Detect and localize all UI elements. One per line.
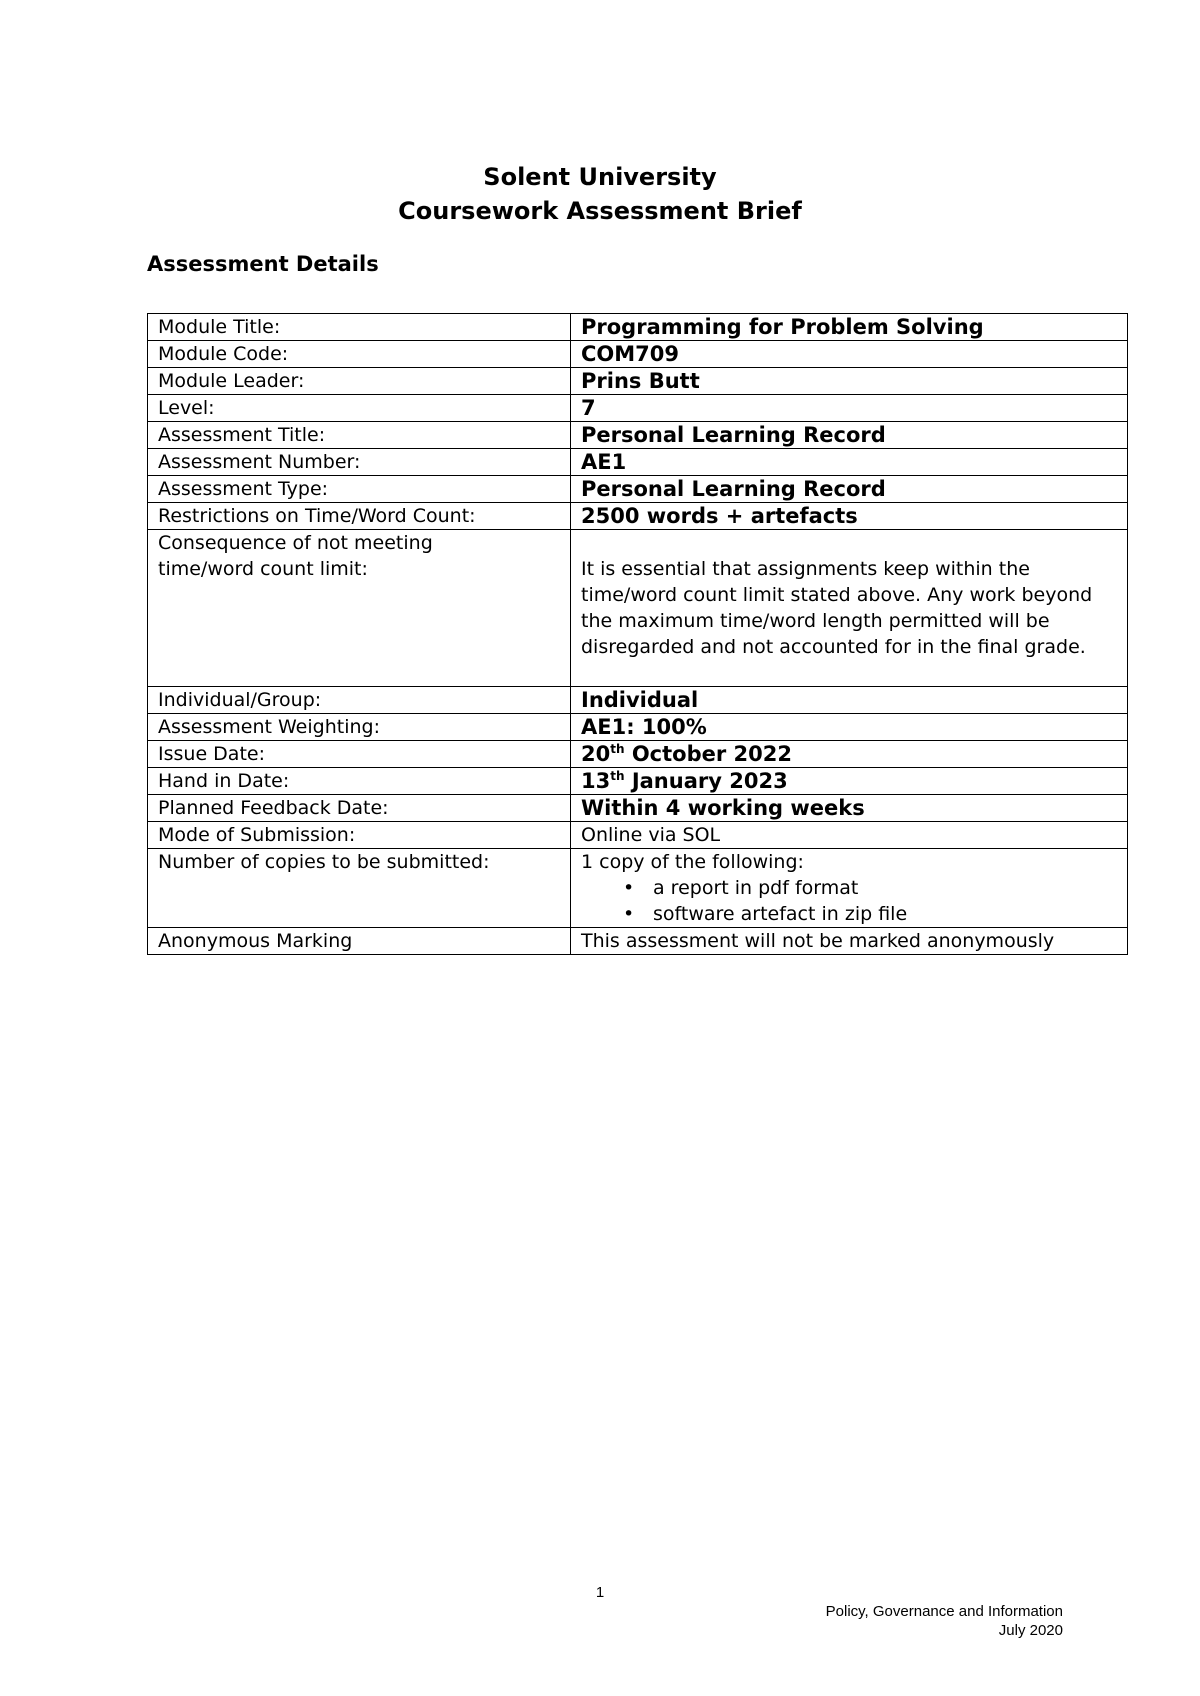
submission-mode-value: Online via SOL <box>571 822 1128 849</box>
consequence-value: It is essential that assignments keep within the time/word count limit stated above. Any work beyond the maximum time/word length permitted will be disregarded and not accounted for in the final grade. <box>581 558 1093 658</box>
hand-in-date-rest: January 2023 <box>624 769 788 793</box>
issue-date-label: Issue Date: <box>148 741 571 768</box>
table-row <box>148 849 1128 928</box>
consequence-label <box>148 530 571 687</box>
bullet-icon: • <box>623 877 635 899</box>
anonymous-value: This assessment will not be marked anonymously <box>571 928 1128 955</box>
table-row <box>148 530 1128 687</box>
table-row <box>148 422 1128 449</box>
table-row <box>148 503 1128 530</box>
module-title-value: Programming for Problem Solving <box>571 314 1128 341</box>
hand-in-date-day: 13 <box>581 769 611 793</box>
issue-date-rest: October 2022 <box>624 742 792 766</box>
assessment-number-label: Assessment Number: <box>148 449 571 476</box>
page-number: 1 <box>595 1584 605 1601</box>
level-value: 7 <box>571 395 1128 422</box>
table-row <box>148 476 1128 503</box>
table-row <box>148 822 1128 849</box>
table-row <box>148 741 1128 768</box>
hand-in-date-label: Hand in Date: <box>148 768 571 795</box>
assessment-type-label: Assessment Type: <box>148 476 571 503</box>
weighting-label: Assessment Weighting: <box>148 714 571 741</box>
table-row <box>148 795 1128 822</box>
copies-list <box>581 875 1117 927</box>
individual-group-label: Individual/Group: <box>148 687 571 714</box>
assessment-number-value: AE1 <box>571 449 1128 476</box>
module-code-label: Module Code: <box>148 341 571 368</box>
assessment-title-value: Personal Learning Record <box>571 422 1128 449</box>
issue-date-suffix: th <box>610 742 625 756</box>
assessment-type-value: Personal Learning Record <box>571 476 1128 503</box>
module-leader-value: Prins Butt <box>571 368 1128 395</box>
list-item <box>623 901 1117 927</box>
copies-item-report: a report in pdf format <box>653 877 859 899</box>
table-row <box>148 687 1128 714</box>
table-row <box>148 395 1128 422</box>
assessment-details-table <box>147 313 1128 955</box>
consequence-cell <box>571 530 1128 687</box>
issue-date-day: 20 <box>581 742 611 766</box>
issue-date-value <box>571 741 1128 768</box>
restrictions-value: 2500 words + artefacts <box>571 503 1128 530</box>
restrictions-label: Restrictions on Time/Word Count: <box>148 503 571 530</box>
module-leader-label: Module Leader: <box>148 368 571 395</box>
bullet-icon: • <box>623 903 635 925</box>
copies-intro: 1 copy of the following: <box>581 851 804 873</box>
consequence-label-line1: Consequence of not meeting <box>158 532 433 554</box>
hand-in-date-suffix: th <box>610 769 625 783</box>
assessment-title-label: Assessment Title: <box>148 422 571 449</box>
submission-mode-label: Mode of Submission: <box>148 822 571 849</box>
feedback-date-label: Planned Feedback Date: <box>148 795 571 822</box>
copies-cell <box>571 849 1128 928</box>
table-row <box>148 768 1128 795</box>
section-heading: Assessment Details <box>147 252 379 276</box>
table-row <box>148 314 1128 341</box>
table-row <box>148 928 1128 955</box>
table-row <box>148 449 1128 476</box>
level-label: Level: <box>148 395 571 422</box>
weighting-value: AE1: 100% <box>571 714 1128 741</box>
copies-label: Number of copies to be submitted: <box>148 849 571 928</box>
module-title-label: Module Title: <box>148 314 571 341</box>
document-title: Solent University <box>483 163 717 191</box>
table-row <box>148 341 1128 368</box>
anonymous-label: Anonymous Marking <box>148 928 571 955</box>
list-item <box>623 875 1117 901</box>
feedback-date-value: Within 4 working weeks <box>571 795 1128 822</box>
document-subtitle: Coursework Assessment Brief <box>398 197 802 225</box>
module-code-value: COM709 <box>571 341 1128 368</box>
individual-group-value: Individual <box>571 687 1128 714</box>
hand-in-date-value <box>571 768 1128 795</box>
table-row <box>148 368 1128 395</box>
consequence-label-line2: time/word count limit: <box>158 558 368 580</box>
footer-department: Policy, Governance and Information <box>825 1603 1063 1620</box>
table-row <box>148 714 1128 741</box>
footer-date: July 2020 <box>998 1622 1063 1639</box>
copies-item-software: software artefact in zip file <box>653 903 908 925</box>
page-footer <box>826 1602 1063 1640</box>
